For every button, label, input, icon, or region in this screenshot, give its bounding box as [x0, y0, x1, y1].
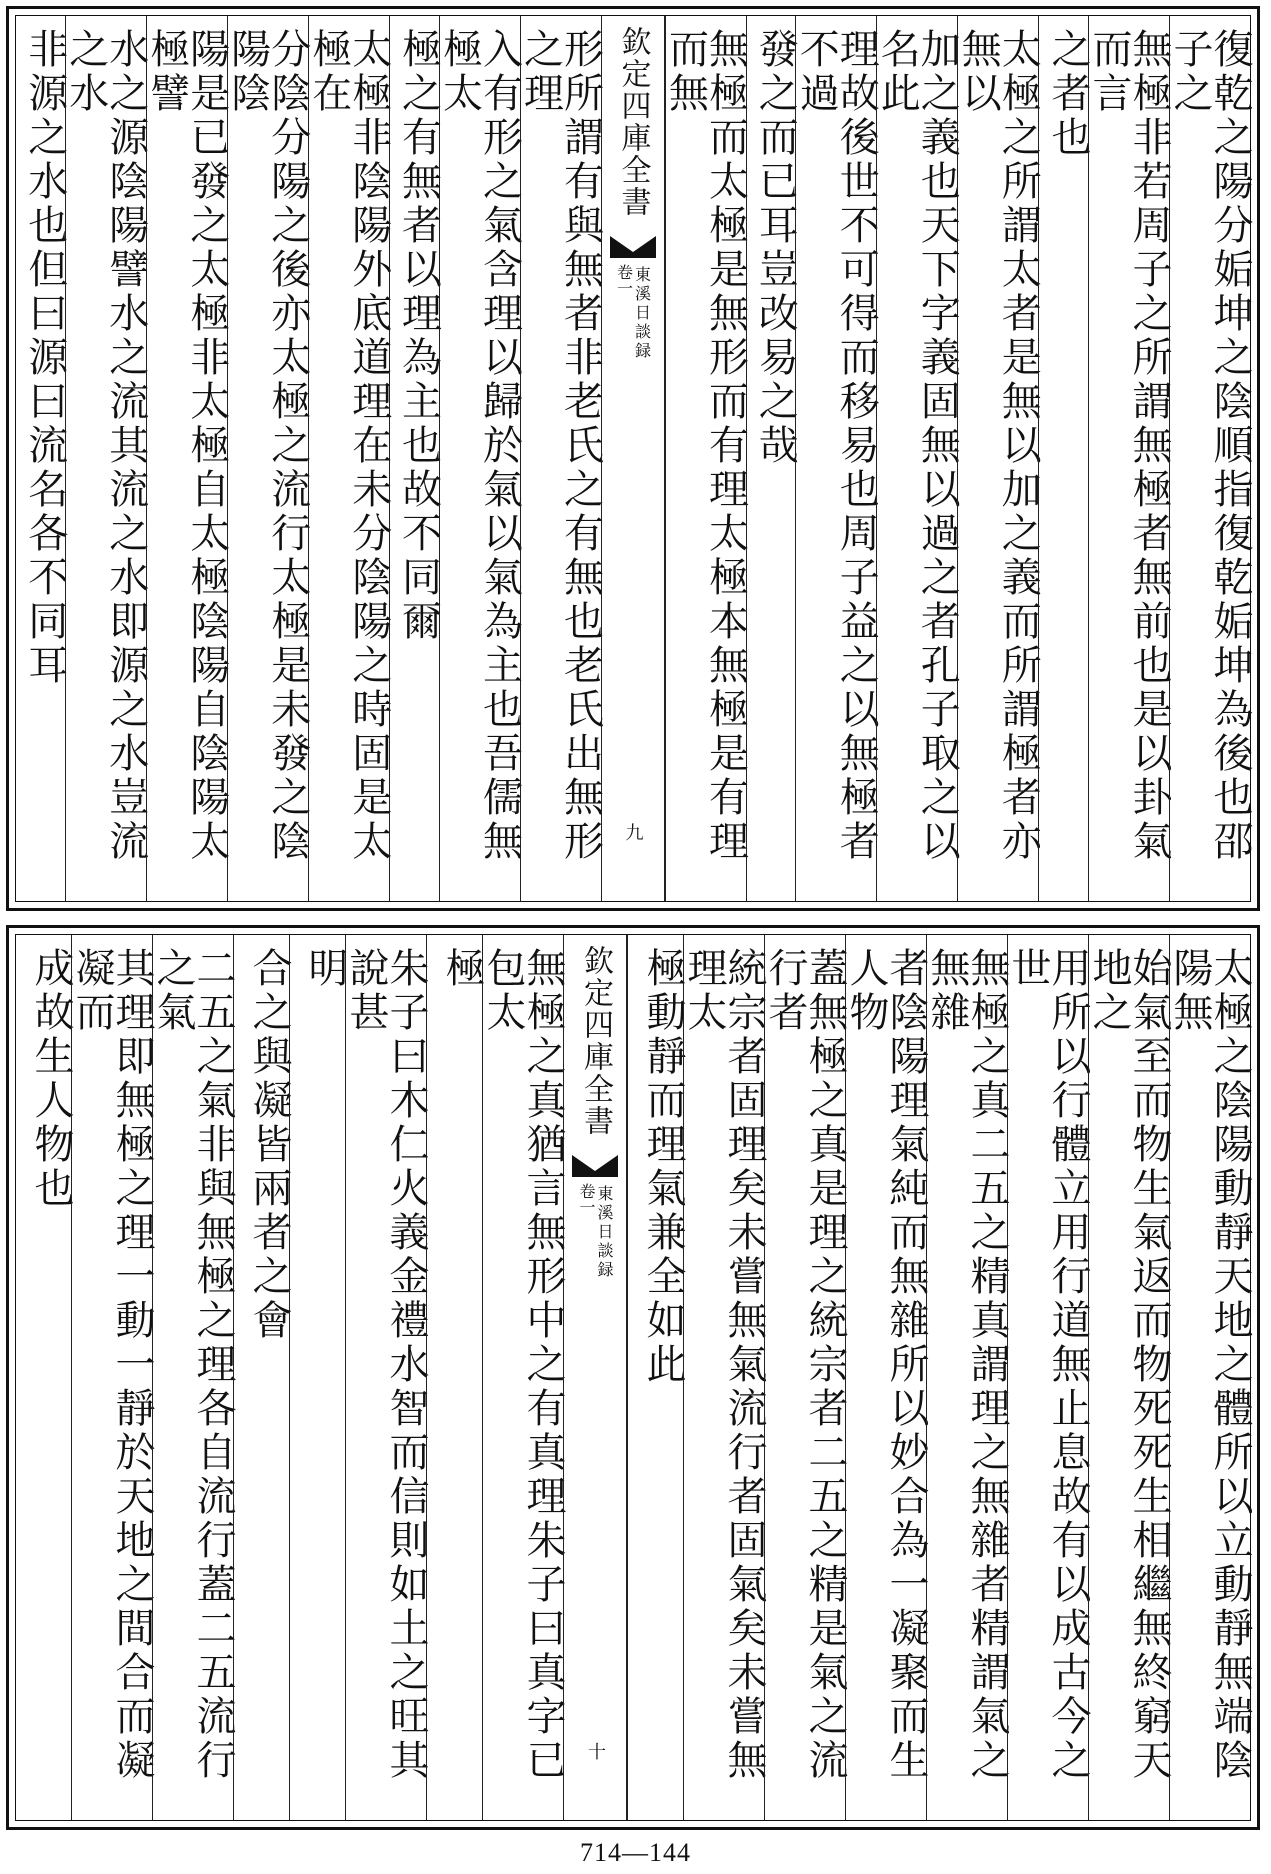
text-column: 復乾之陽分姤坤之陰順指復乾姤坤為後也邵子之 — [1169, 16, 1250, 901]
text-column: 非源之水也但曰源曰流名各不同耳 — [21, 28, 68, 688]
fishtail-mark-icon — [610, 232, 656, 258]
text-column: 蓋無極之真是理之統宗者二五之精是氣之流行者 — [764, 935, 845, 1820]
text-column: 朱子曰木仁火義金禮水智而信則如土之旺其說甚 — [345, 935, 426, 1820]
text-column: 太極之所謂太者是無以加之義而所謂極者亦無以 — [957, 16, 1038, 901]
text-column: 無極之真猶言無形中之有真理朱子曰真字已包太 — [482, 935, 563, 1820]
text-column: 極 — [426, 935, 482, 1820]
collection-title: 欽定四庫全書 — [615, 26, 651, 218]
text-column: 明 — [289, 935, 345, 1820]
book-title: 東溪日談録 — [632, 266, 652, 361]
scan-page-number: 714—144 — [580, 1838, 691, 1867]
page-number: 九 — [622, 823, 644, 841]
text-column: 其理即無極之理一動一靜於天地之間合而凝凝而 — [71, 935, 152, 1820]
text-column: 者陰陽理氣純而無雜所以妙合為一凝聚而生人物 — [845, 935, 926, 1820]
text-column: 始氣至而物生氣返而物死死生相繼無終窮天地之 — [1088, 935, 1169, 1820]
text-column: 之者也 — [1038, 16, 1088, 901]
text-column: 入有形之氣含理以歸於氣以氣為主也吾儒無極太 — [439, 16, 520, 901]
bottom-page-panel — [6, 925, 1260, 1830]
text-column: 用所以行體立用行道無止息故有以成古今之世 — [1007, 935, 1088, 1820]
volume-label: 卷一 — [614, 264, 634, 296]
text-column: 極動靜而理氣兼全如此 — [627, 935, 683, 1820]
text-column: 合之與凝皆兩者之會 — [233, 935, 289, 1820]
text-column: 太極之陰陽動靜天地之體所以立動靜無端陰陽無 — [1169, 935, 1250, 1820]
volume-label: 卷一 — [577, 1183, 596, 1215]
page-center-margin — [601, 16, 665, 901]
text-column: 極之有無者以理為主也故不同爾 — [389, 16, 439, 901]
page-center-margin — [563, 935, 627, 1820]
text-column: 太極非陰陽外底道理在未分陰陽之時固是太極在 — [308, 16, 389, 901]
collection-title: 欽定四庫全書 — [578, 945, 613, 1137]
text-column: 無極非若周子之所謂無極者無前也是以卦氣而言 — [1088, 16, 1169, 901]
fishtail-mark-icon — [572, 1151, 618, 1177]
book-title: 東溪日談録 — [595, 1185, 614, 1280]
bottom-page-columns — [15, 934, 1251, 1821]
text-column: 發之而已耳豈改易之哉 — [746, 16, 796, 901]
page-number: 十 — [585, 1742, 606, 1760]
text-column: 分陰分陽之後亦太極之流行太極是未發之陰陽陰 — [227, 16, 308, 901]
text-column: 水之源陰陽譬水之流其流之水即源之水豈流之水 — [65, 16, 146, 901]
text-column: 陽是已發之太極非太極自太極陰陽自陰陽太極譬 — [146, 16, 227, 901]
text-column: 無極之真二五之精真謂理之無雜者精謂氣之無雜 — [926, 935, 1007, 1820]
text-column: 無極而太極是無形而有理太極本無極是有理而無 — [665, 16, 746, 901]
text-column: 統宗者固理矣未嘗無氣流行者固氣矣未嘗無理太 — [683, 935, 764, 1820]
text-column: 成故生人物也 — [28, 947, 74, 1211]
text-column: 形所謂有與無者非老氏之有無也老氏出無形之理 — [520, 16, 601, 901]
top-page-panel — [6, 6, 1260, 911]
text-column: 加之義也天下字義固無以過之者孔子取之以名此 — [876, 16, 957, 901]
top-page-columns — [15, 15, 1251, 902]
text-column: 理故後世不可得而移易也周子益之以無極者不過 — [795, 16, 876, 901]
text-column: 二五之氣非與無極之理各自流行蓋二五流行之氣 — [152, 935, 233, 1820]
